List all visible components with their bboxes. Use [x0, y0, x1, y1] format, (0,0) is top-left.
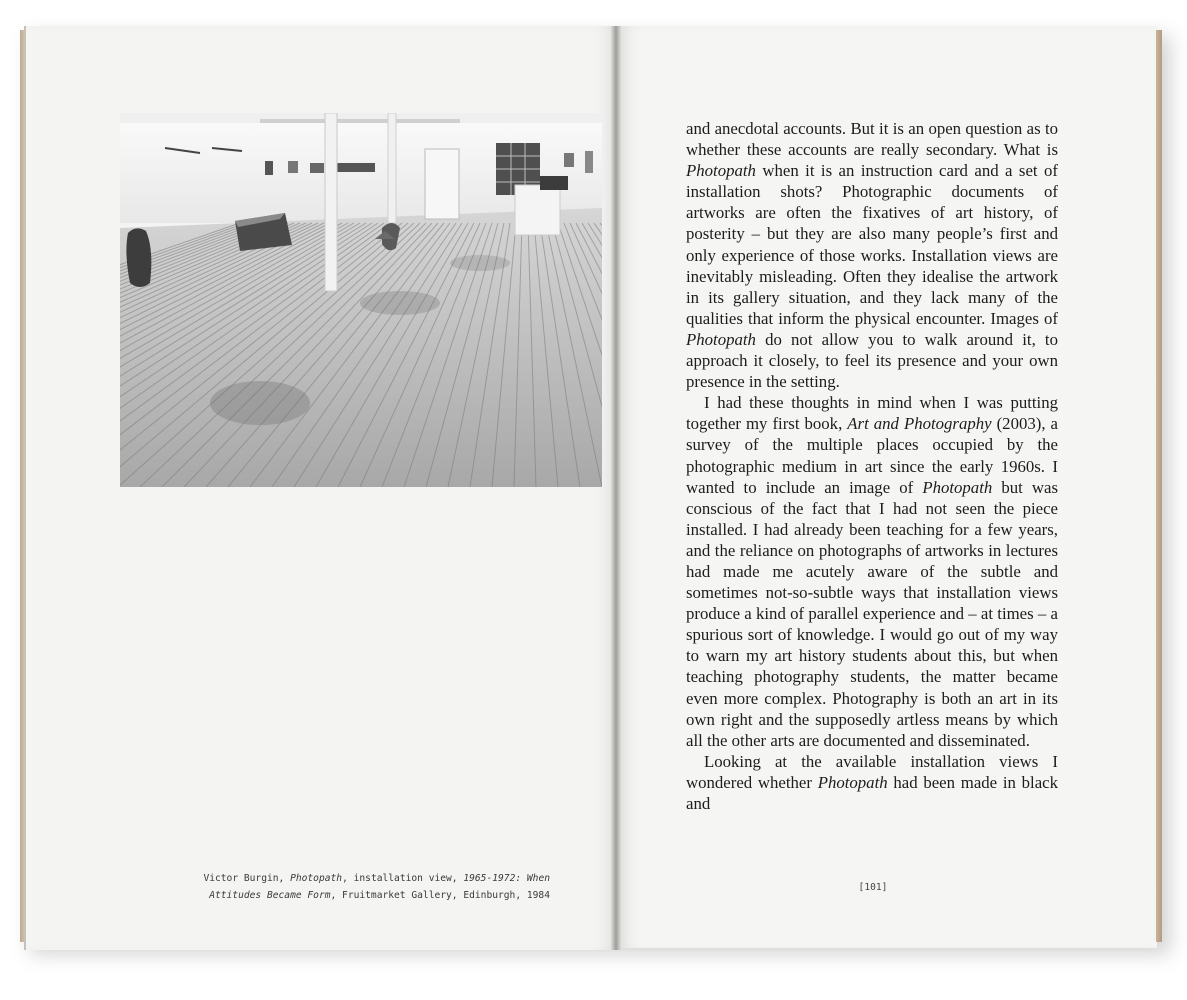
caption-exhibition: 1965-1972: When Attitudes Became Form [209, 873, 550, 901]
text-run: and anecdotal accounts. But it is an open question as to whether these accounts are really secondary. What is [686, 119, 1058, 160]
fore-edge [1156, 30, 1162, 942]
caption-work-title: Photopath [290, 873, 343, 884]
caption-descriptor: , installation view, [342, 873, 464, 884]
italic-run: Photopath [817, 772, 888, 792]
italic-run: Art and Photography [847, 414, 992, 434]
italic-run: Photopath [686, 161, 756, 181]
paragraph [686, 751, 1058, 814]
book-gutter [611, 26, 621, 950]
page-number: [101] [858, 882, 888, 893]
text-run: but was conscious of the fact that I had not seen the piece installed. I had already been teaching for a few years, and the reliance on photographs of artworks in lectures had made me acutely aware of the subtle and sometimes not-so-subtle ways that installation views produce a kind of parallel experience and – at times – a spurious sort of knowledge. I would go out of my way to warn my art history students about this, but when teaching photography students, the matter became even more complex. Photography is both an art in its own right and the supposedly artless means by which all the other arts are documented and disseminated. [686, 477, 1058, 750]
text-run: had been made in black and [686, 772, 1058, 813]
paragraph [686, 392, 1058, 751]
text-run: Looking at the available installation views I wondered whether [686, 751, 1058, 792]
text-run: do not allow you to walk around it, to approach it closely, to feel its presence and your own presence in the setting. [686, 329, 1058, 392]
text-run: when it is an instruction card and a set of installation shots? Photographic documents of artworks are often the fixatives of art history, of posterity – but they are also many people’s first and only experience of those works. Installation views are inevitably misleading. Often they idealise the artwork in its gallery situation, and they lack many of the qualities that inform the physical encounter. Images of [686, 161, 1058, 328]
text-run: (2003), a survey of the multiple places occupied by the photographic medium in art since the early 1960s. I wanted to include an image of [686, 414, 1058, 497]
text-run: I had these thoughts in mind when I was putting together my first book, [686, 393, 1058, 434]
italic-run: Photopath [686, 329, 756, 349]
paragraph [686, 118, 1058, 392]
italic-run: Photopath [922, 477, 993, 497]
caption-venue: , Fruitmarket Gallery, Edinburgh, 1984 [330, 890, 550, 901]
photo-caption [150, 870, 550, 904]
body-text [686, 118, 1058, 814]
installation-photograph [120, 113, 602, 487]
caption-artist: Victor Burgin, [203, 873, 291, 884]
